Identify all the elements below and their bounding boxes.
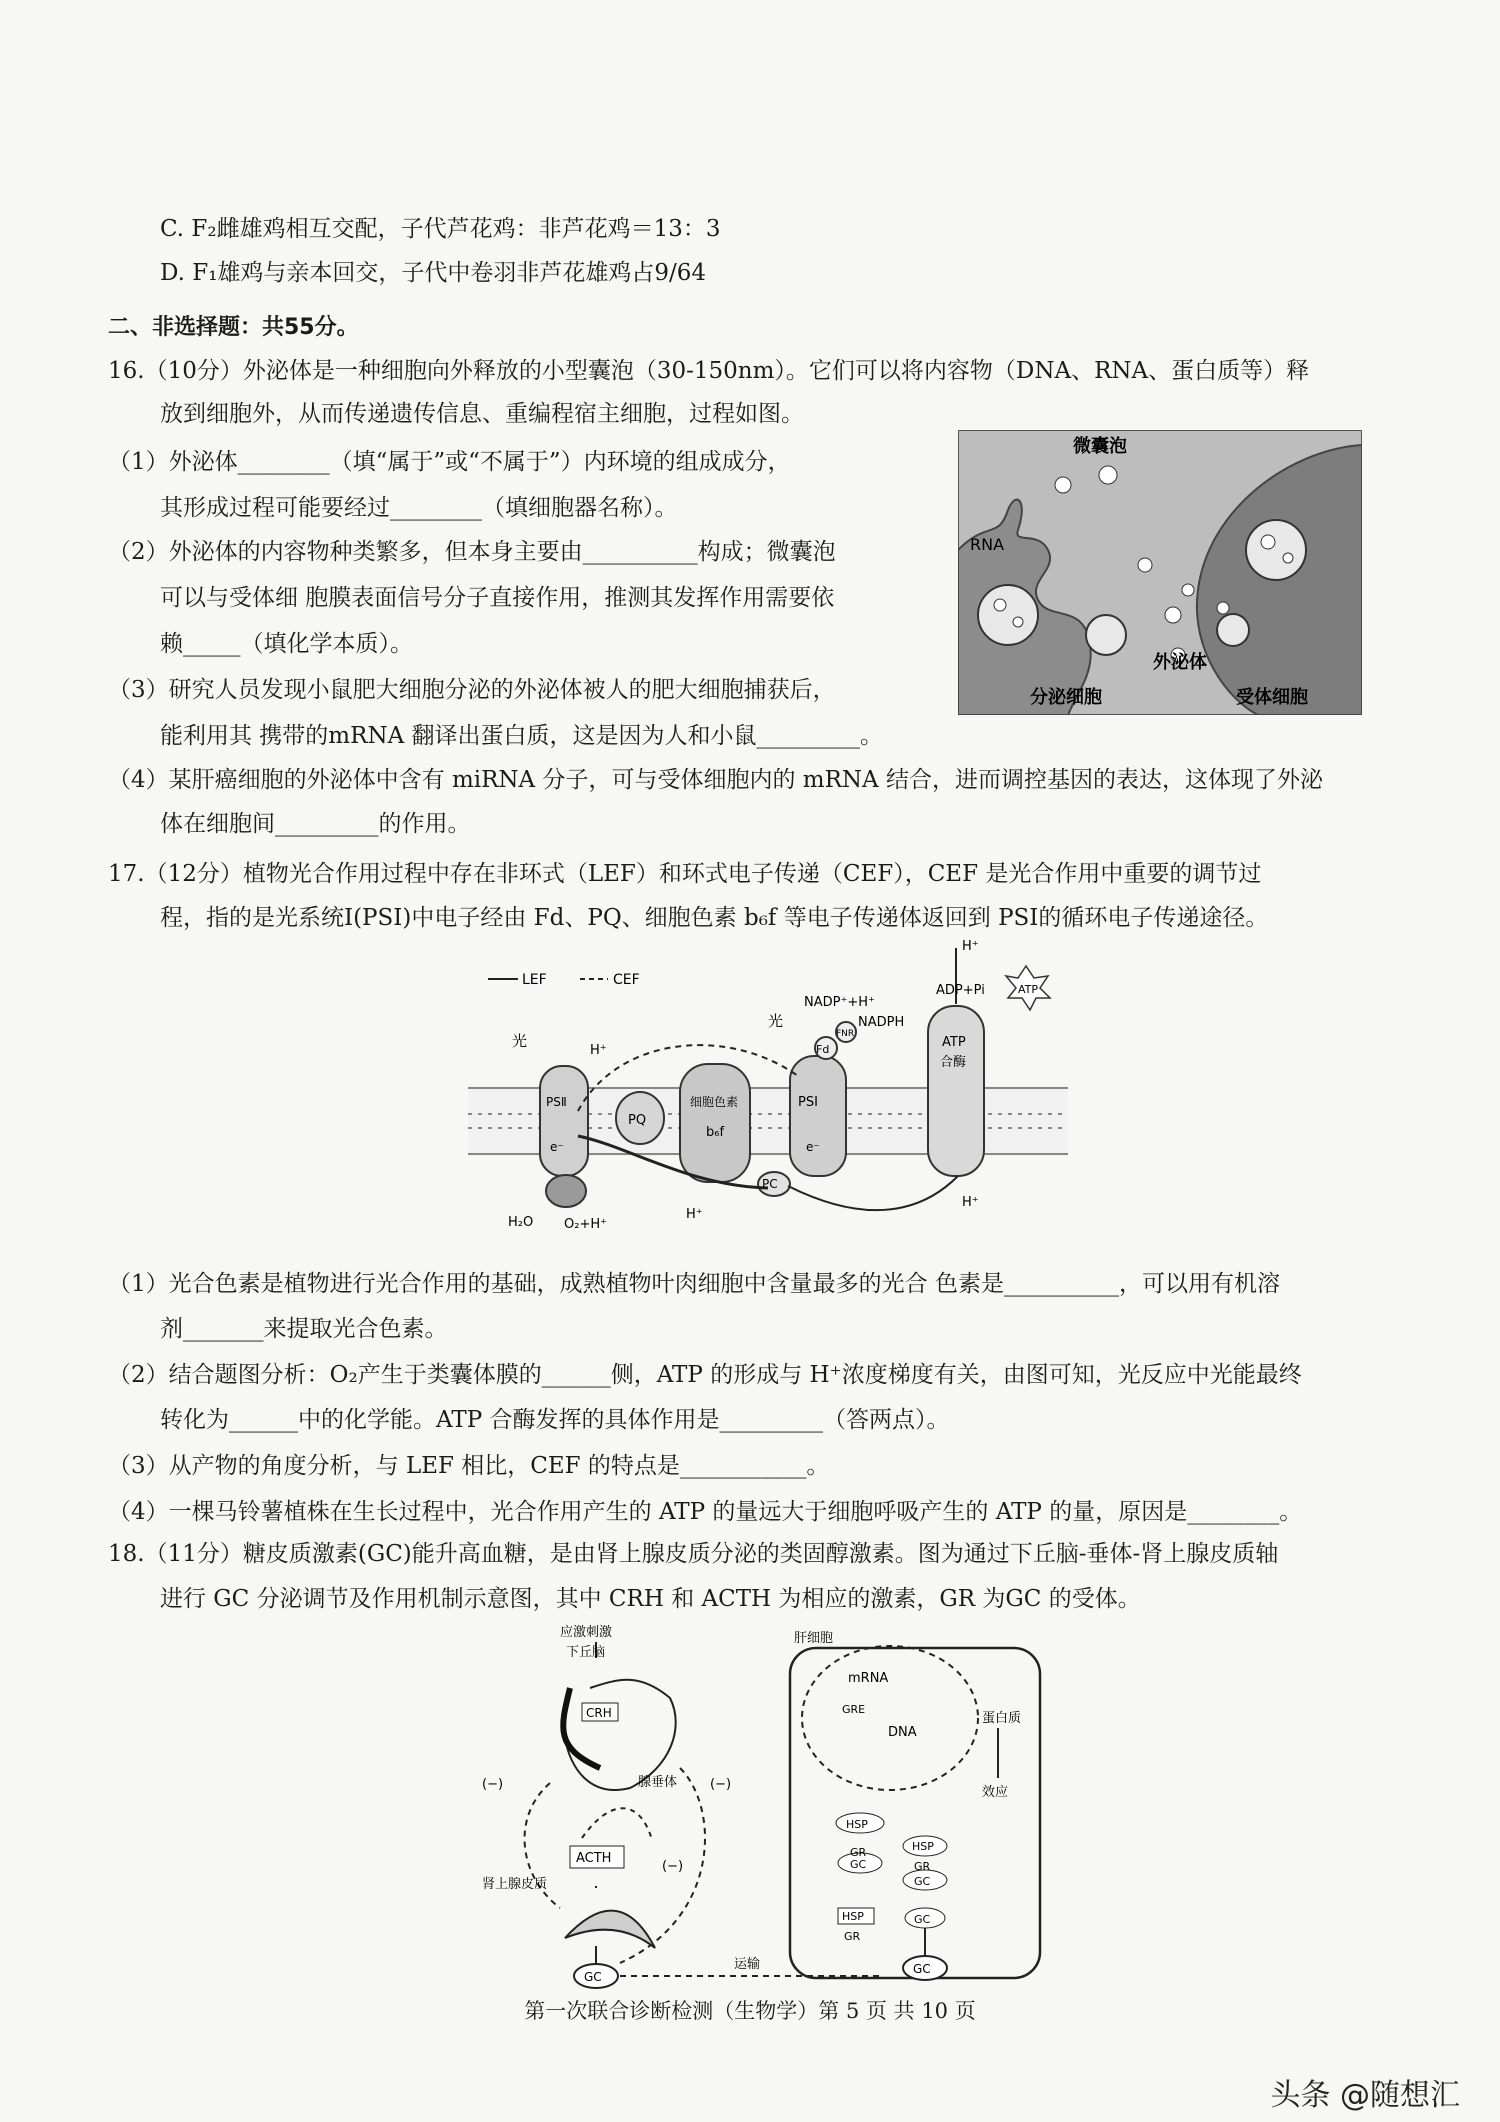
q17-part1-a: （1）光合色素是植物进行光合作用的基础，成熟植物叶肉细胞中含量最多的光合 色素是__________，可以用有机溶 (108, 1271, 1280, 1297)
q17-stem-1: 17.（12分）植物光合作用过程中存在非环式（LEF）和环式电子传递（CEF），CEF 是光合作用中重要的调节过 (108, 861, 1262, 887)
legend-cef: CEF (613, 972, 640, 988)
label-exosome: 外泌体 (1153, 652, 1207, 673)
nadph-label: NADPH (858, 1015, 905, 1030)
adp-label: ADP+Pi (936, 983, 985, 998)
gc-1: GC (850, 1858, 867, 1871)
crh-label: CRH (586, 1706, 612, 1720)
q17-part3: （3）从产物的角度分析，与 LEF 相比，CEF 的特点是___________。 (108, 1453, 830, 1479)
q18-stem-2: 进行 GC 分泌调节及作用机制示意图，其中 CRH 和 ACTH 为相应的激素，GR 为GC 的受体。 (160, 1586, 1141, 1612)
minus-2: (−) (710, 1777, 732, 1792)
pq-label: PQ (628, 1113, 647, 1128)
adrenal-label: 肾上腺皮质 (482, 1877, 548, 1892)
q16-part3-a: （3）研究人员发现小鼠肥大细胞分泌的外泌体被人的肥大细胞捕获后， (108, 677, 836, 703)
exosome-figure (958, 430, 1362, 715)
q17-part1-b: 剂_______来提取光合色素。 (160, 1316, 448, 1342)
q16-stem-2: 放到细胞外，从而传递遗传信息、重编程宿主细胞，过程如图。 (160, 401, 804, 427)
q18-stem-1: 18.（11分）糖皮质激素(GC)能升高血糖，是由肾上腺皮质分泌的类固醇激素。图为通过下丘脑-垂体-肾上腺皮质轴 (108, 1541, 1279, 1567)
gr-2: GR (914, 1860, 931, 1873)
q16-part4-b: 体在细胞间_________的作用。 (160, 811, 471, 837)
q16-part4-a: （4）某肝癌细胞的外泌体中含有 miRNA 分子，可与受体细胞内的 mRNA 结合，进而调控基因的表达，这体现了外泌 (108, 767, 1323, 793)
electron-1: e⁻ (550, 1140, 564, 1154)
hsp-1: HSP (846, 1818, 868, 1831)
pituitary-label: 腺垂体 (638, 1775, 678, 1790)
section-2-heading: 二、非选择题：共55分。 (108, 315, 359, 340)
ps1-label: PSⅠ (798, 1095, 818, 1110)
h-bottom-2: H⁺ (962, 1195, 979, 1210)
o2-label: O₂+H⁺ (564, 1217, 607, 1232)
q17-part2-a: （2）结合题图分析：O₂产生于类囊体膜的______侧，ATP 的形成与 H⁺浓度梯度有关，由图可知，光反应中光能最终 (108, 1362, 1302, 1388)
q15-option-d: D. F₁雄鸡与亲本回交，子代中卷羽非芦花雄鸡占9/64 (160, 260, 707, 286)
effect-label: 效应 (982, 1785, 1009, 1800)
q16-part2-b: 可以与受体细 胞膜表面信号分子直接作用，推测其发挥作用需要依 (160, 585, 835, 611)
transport-label: 运输 (734, 1957, 761, 1972)
gc-3: GC (914, 1913, 931, 1926)
q15-option-c: C. F₂雌雄鸡相互交配，子代芦花鸡：非芦花鸡＝13：3 (160, 216, 721, 242)
q16-part1-a: （1）外泌体________（填“属于”或“不属于”）内环境的组成成分， (108, 449, 791, 475)
label-receiving-cell: 受体细胞 (1236, 687, 1308, 708)
q17-stem-2: 程，指的是光系统Ⅰ(PSⅠ)中电子经由 Fd、PQ、细胞色素 b₆f 等电子传递体返回到 PSⅠ的循环电子传递途径。 (160, 905, 1269, 931)
ps2-complex (540, 1066, 588, 1176)
electron-transport-figure (468, 936, 1068, 1241)
ps2-label: PSⅡ (546, 1095, 567, 1109)
light-1: 光 (512, 1032, 528, 1050)
stress-label: 应激刺激 (560, 1625, 613, 1640)
h-top-2: H⁺ (962, 939, 979, 954)
atp-synthase-label-b: 合酶 (940, 1055, 967, 1070)
hsp-3: HSP (842, 1910, 864, 1923)
atp-star-label: ATP (1018, 983, 1039, 996)
label-rna: RNA (970, 535, 1005, 554)
hpa-axis-figure (470, 1618, 1070, 1990)
q16-part3-b: 能利用其 携带的mRNA 翻译出蛋白质，这是因为人和小鼠_________。 (160, 723, 883, 749)
acth-label: ACTH (576, 1851, 612, 1866)
atp-synthase-label-a: ATP (942, 1035, 966, 1050)
cytochrome-label: 细胞色素 (690, 1095, 739, 1109)
q16-part1-b: 其形成过程可能要经过________（填细胞器名称）。 (160, 495, 678, 521)
hsp-2: HSP (912, 1840, 934, 1853)
h-bottom-1: H⁺ (686, 1207, 703, 1222)
dna-label: DNA (888, 1725, 917, 1740)
label-vesicle: 微囊泡 (1073, 436, 1127, 457)
fnr-label: FNR (836, 1029, 855, 1039)
b6f-label: b₆f (706, 1125, 725, 1140)
watermark: 头条 @随想汇 (1270, 2078, 1460, 2113)
gc-2: GC (914, 1875, 931, 1888)
gc-right-label: GC (913, 1962, 931, 1976)
q17-part2-b: 转化为______中的化学能。ATP 合酶发挥的具体作用是_________（答两点）。 (160, 1407, 950, 1433)
gc-left-label: GC (584, 1970, 602, 1984)
minus-3: (−) (662, 1859, 684, 1874)
liver-cell-label: 肝细胞 (794, 1631, 834, 1646)
h-top-1: H⁺ (590, 1043, 607, 1058)
label-secreting-cell: 分泌细胞 (1030, 687, 1102, 708)
mrna-label: mRNA (848, 1671, 889, 1686)
nadp-label: NADP⁺+H⁺ (804, 995, 875, 1010)
q17-part4: （4）一棵马铃薯植株在生长过程中，光合作用产生的 ATP 的量远大于细胞呼吸产生的 ATP 的量，原因是________。 (108, 1499, 1303, 1525)
fd-label: Fd (816, 1043, 830, 1056)
q16-stem-1: 16.（10分）外泌体是一种细胞向外释放的小型囊泡（30-150nm）。它们可以将内容物（DNA、RNA、蛋白质等）释 (108, 358, 1310, 384)
q16-part2-c: 赖_____（填化学本质）。 (160, 631, 413, 657)
minus-1: (−) (482, 1777, 504, 1792)
gr-1: GR (850, 1846, 867, 1859)
light-2: 光 (768, 1012, 784, 1030)
gre-label: GRE (842, 1703, 866, 1716)
protein-label: 蛋白质 (982, 1711, 1022, 1726)
page-footer: 第一次联合诊断检测（生物学）第 5 页 共 10 页 (524, 1999, 976, 2023)
hypothalamus-label: 下丘脑 (566, 1645, 606, 1660)
gr-3: GR (844, 1930, 861, 1943)
electron-2: e⁻ (806, 1140, 820, 1154)
q16-part2-a: （2）外泌体的内容物种类繁多，但本身主要由__________构成；微囊泡 (108, 539, 836, 565)
h2o-label: H₂O (508, 1215, 534, 1230)
legend-lef: LEF (522, 972, 547, 988)
pc-label: PC (762, 1177, 778, 1191)
